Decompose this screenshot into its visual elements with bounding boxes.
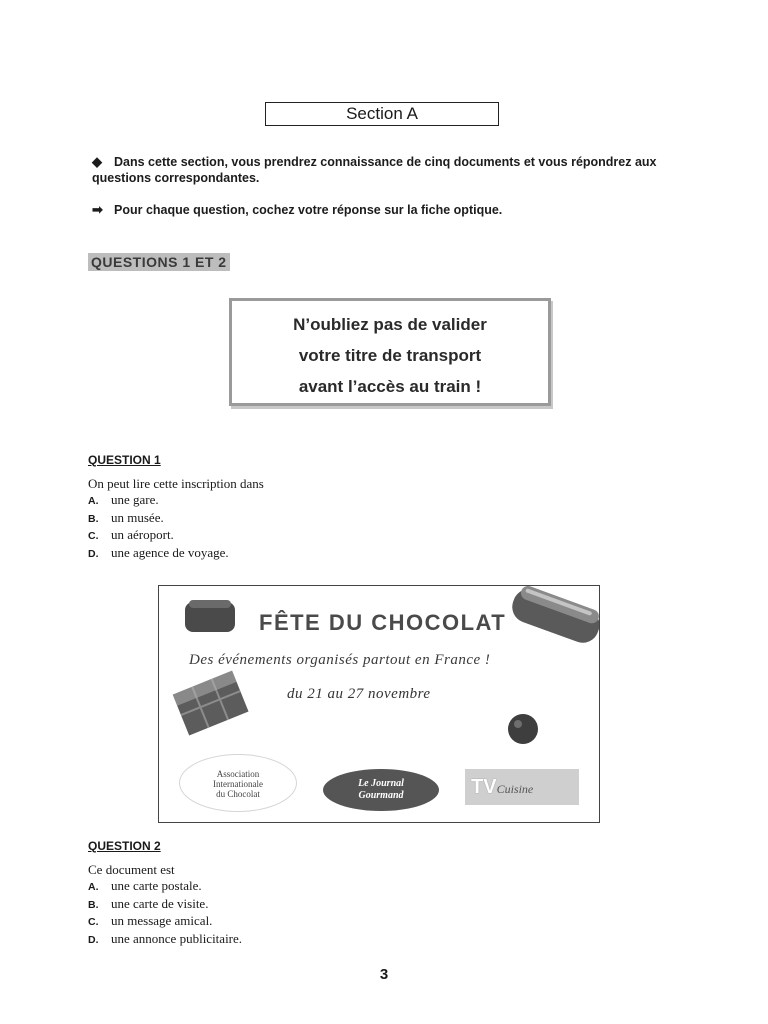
- option-a: A. une carte postale.: [88, 878, 202, 893]
- transport-notice: [229, 298, 551, 406]
- question-1-options: [88, 492, 229, 562]
- section-title: Section A: [265, 102, 499, 126]
- option-b: B. une carte de visite.: [88, 895, 209, 911]
- notice-line: votre titre de transport: [298, 346, 482, 365]
- question-2-options: [88, 878, 242, 948]
- option-b: B. un musée.: [88, 509, 164, 525]
- question-2-label: QUESTION 2: [88, 839, 161, 853]
- question-2-text: Ce document est: [88, 862, 175, 877]
- tv-cuisine-logo: TVCuisine: [465, 769, 579, 805]
- chocolate-poster: [158, 585, 600, 823]
- diamond-bullet-icon: ◆: [92, 154, 102, 169]
- association-logo: Association Internationale du Chocolat: [179, 754, 297, 812]
- instruction-2: [92, 202, 682, 218]
- instruction-1: [92, 154, 682, 186]
- arrow-bullet-icon: ➡: [92, 202, 103, 217]
- question-1-text: On peut lire cette inscription dans: [88, 476, 264, 491]
- journal-logo: Le Journal Gourmand: [323, 769, 439, 811]
- option-c: C. un aéroport.: [88, 527, 174, 542]
- truffle-icon: [508, 714, 538, 744]
- notice-line: N’oubliez pas de valider: [293, 315, 487, 334]
- question-1-label: QUESTION 1: [88, 453, 161, 467]
- instruction-2-text: Pour chaque question, cochez votre réponse sur la fiche optique.: [114, 203, 503, 217]
- option-d: D. une agence de voyage.: [88, 544, 229, 560]
- option-d: D. une annonce publicitaire.: [88, 930, 243, 946]
- eclair-icon: [508, 586, 599, 647]
- option-a: A. une gare.: [88, 492, 159, 507]
- notice-line: avant l’accès au train !: [298, 377, 482, 396]
- page-number: 3: [379, 966, 389, 983]
- questions-group-header: QUESTIONS 1 ET 2: [88, 253, 230, 271]
- instruction-1-text: Dans cette section, vous prendrez connaissance de cinq documents et vous répondrez aux questions correspondantes.: [92, 155, 657, 185]
- poster-title: FÊTE DU CHOCOLAT: [259, 610, 507, 635]
- chocolate-bar-icon: [173, 671, 249, 736]
- poster-dates: du 21 au 27 novembre: [287, 686, 431, 702]
- option-c: C. un message amical.: [88, 913, 213, 928]
- poster-subtitle: Des événements organisés partout en France !: [189, 652, 491, 668]
